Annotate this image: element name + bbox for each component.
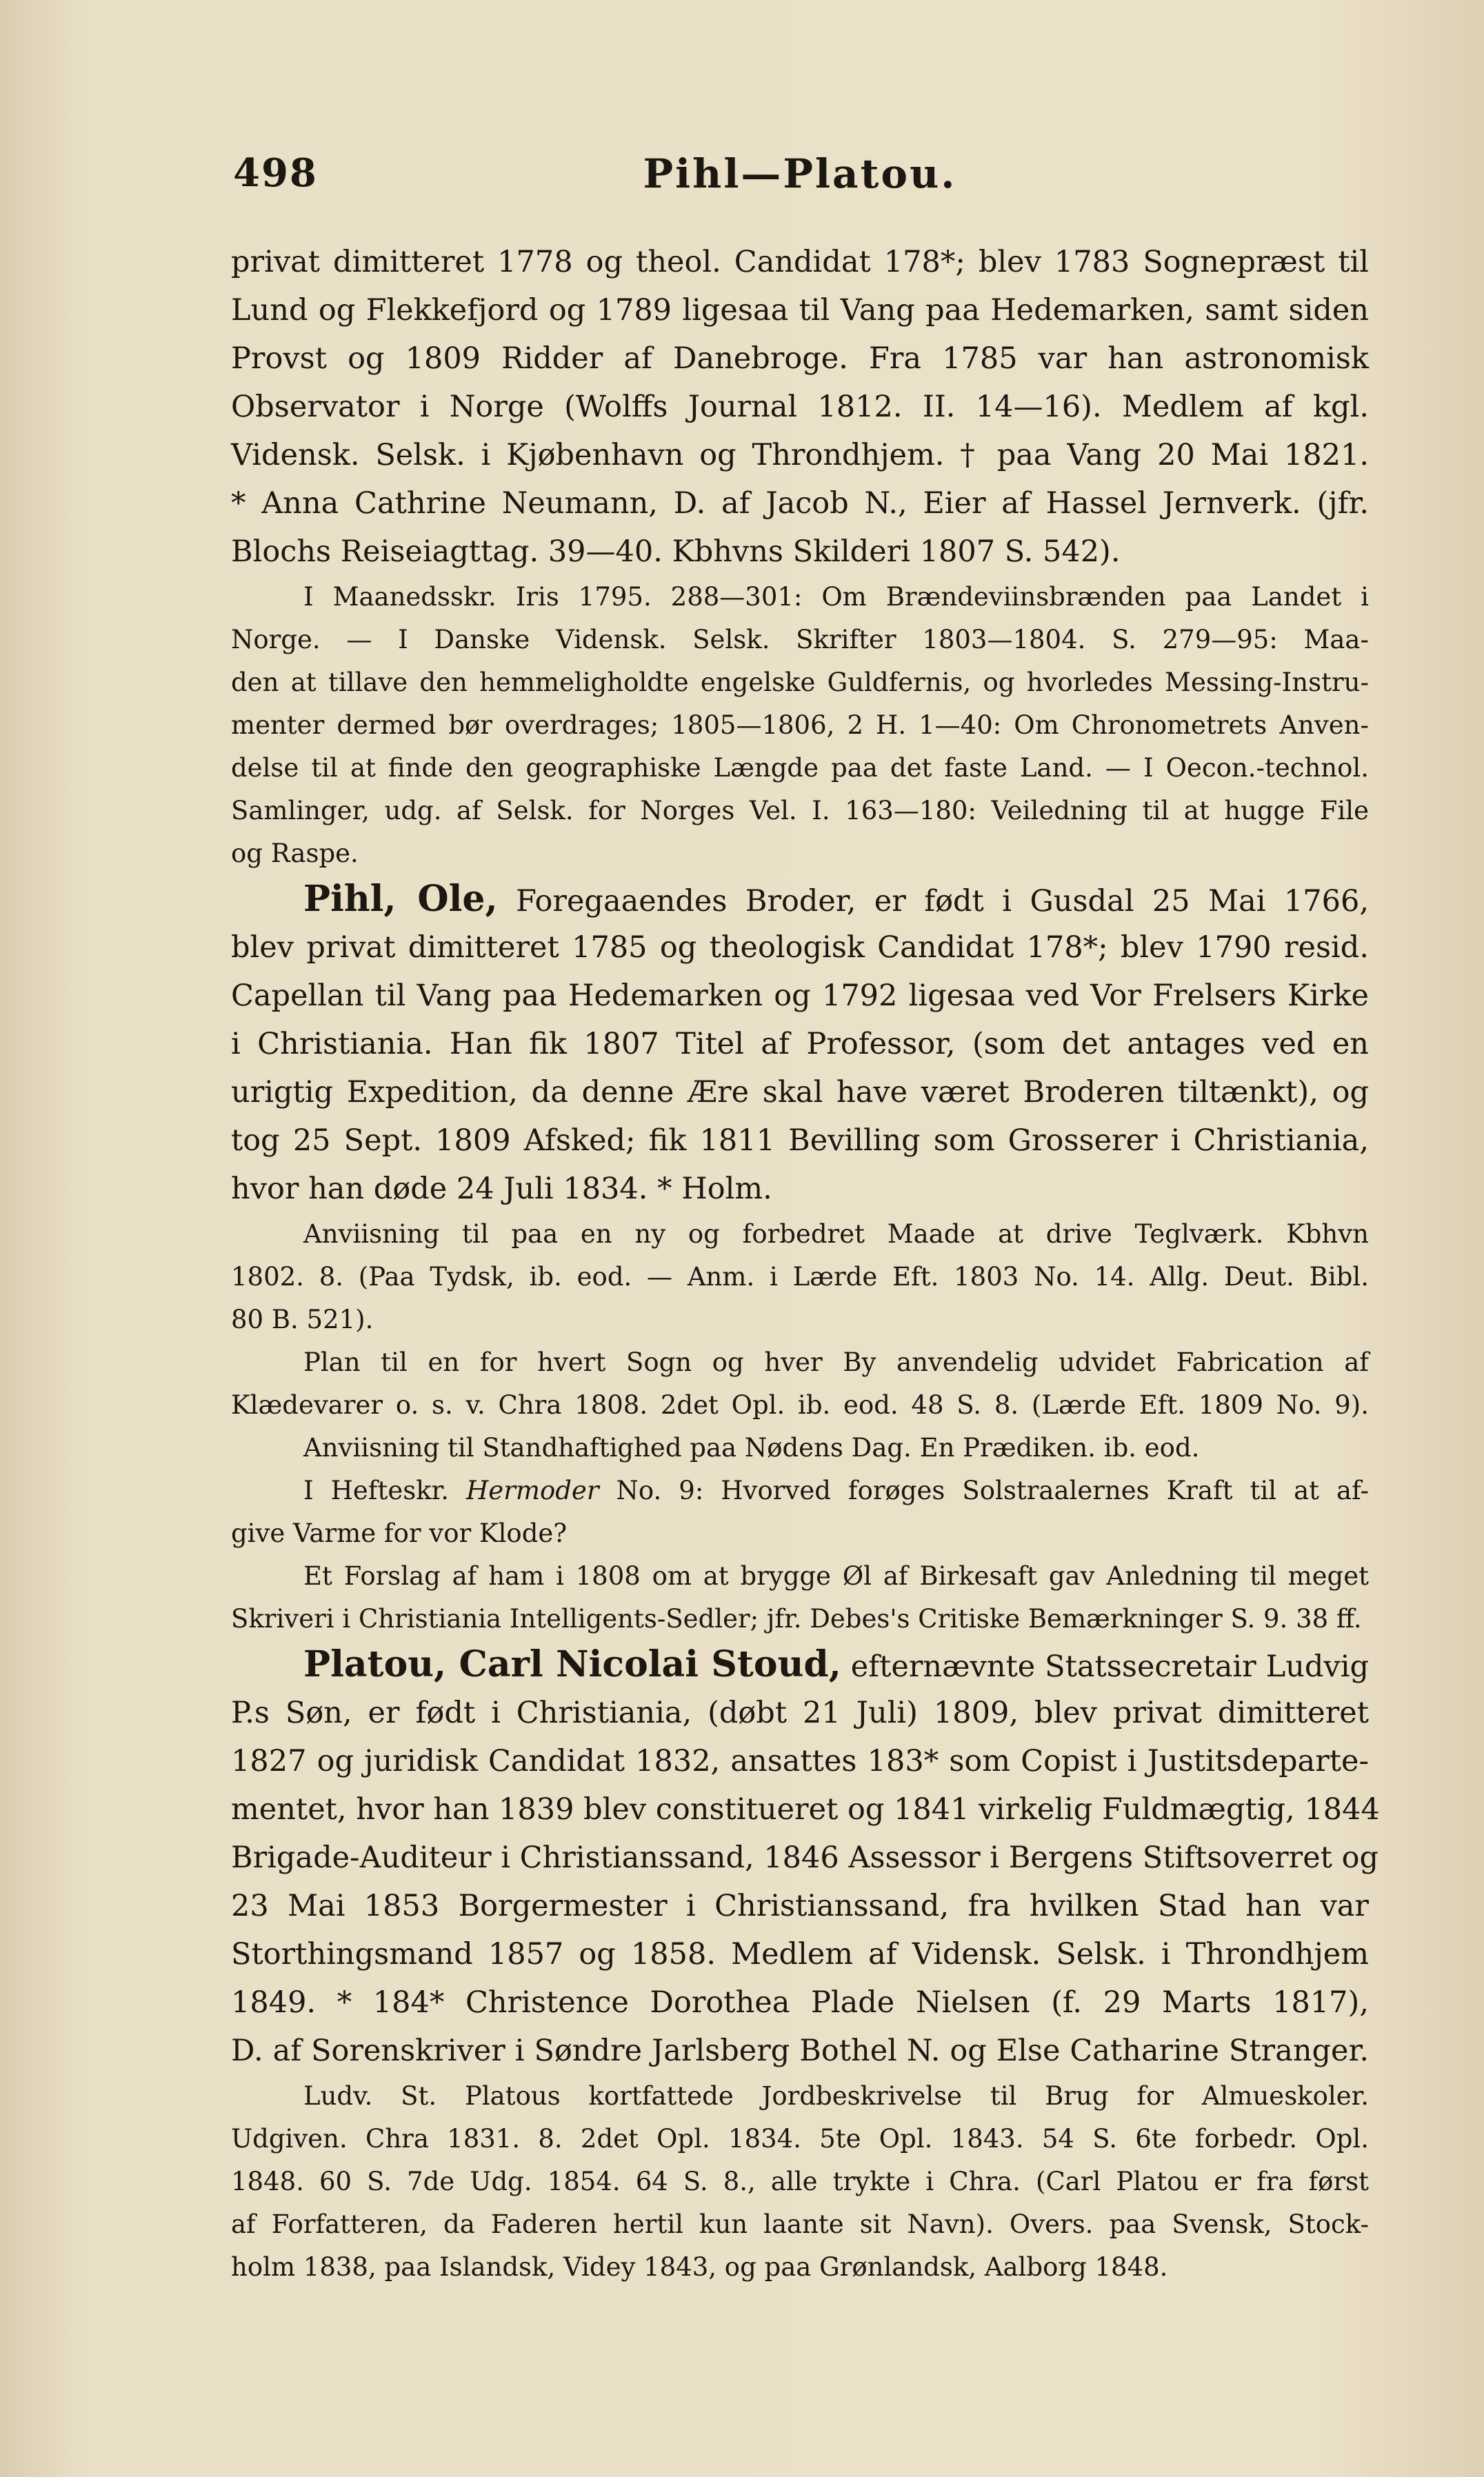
bib-line: 1802. 8. (Paa Tydsk, ib. eod. — Anm. i Lærde Eft. 1803 No. 14. Allg. Deut. Bibl. bbox=[231, 1262, 1369, 1292]
body-line: Vidensk. Selsk. i Kjøbenhavn og Throndhjem. † paa Vang 20 Mai 1821. bbox=[231, 438, 1369, 472]
note-line: Skriveri i Christiania Intelligents-Sedler; jfr. Debes's Critiske Bemærkninger S. 9. 38 ff. bbox=[231, 1604, 1362, 1634]
bib-line: delse til at finde den geographiske Længde paa det faste Land. — I Oecon.-technol. bbox=[231, 753, 1369, 783]
entry-name: Pihl, Ole, bbox=[303, 878, 498, 920]
body-line: 1827 og juridisk Candidat 1832, ansattes 183* som Copist i Justitsdeparte- bbox=[231, 1744, 1369, 1778]
body-line: Lund og Flekkefjord og 1789 ligesaa til Vang paa Hedemarken, samt siden bbox=[231, 293, 1369, 328]
body-line: 1849. * 184* Christence Dorothea Plade Nielsen (f. 29 Marts 1817), bbox=[231, 1985, 1369, 2020]
entry-name: Platou, Carl Nicolai Stoud, bbox=[303, 1643, 841, 1685]
entry-first-line-text: Foregaaendes Broder, er født i Gusdal 25 Mai 1766, bbox=[516, 884, 1369, 919]
bib-line: Udgiven. Chra 1831. 8. 2det Opl. 1834. 5te Opl. 1843. 54 S. 6te forbedr. Opl. bbox=[231, 2124, 1369, 2154]
entry-pihl-ole bbox=[231, 875, 1369, 1213]
bib-line: Ludv. St. Platous kortfattede Jordbeskrivelse til Brug for Almueskoler. bbox=[303, 2081, 1369, 2111]
body-line: mentet, hvor han 1839 blev constitueret og 1841 virkelig Fuldmægtig, 1844 bbox=[231, 1792, 1380, 1827]
note-line: Et Forslag af ham i 1808 om at brygge Øl af Birkesaft gav Anledning til meget bbox=[303, 1561, 1369, 1591]
bib-line: af Forfatteren, da Faderen hertil kun laante sit Navn). Overs. paa Svensk, Stock- bbox=[231, 2209, 1369, 2239]
body-line: Storthingsmand 1857 og 1858. Medlem af Vidensk. Selsk. i Throndhjem bbox=[231, 1937, 1369, 1972]
running-head: Pihl—Platou. bbox=[643, 150, 957, 197]
body-line: P.s Søn, er født i Christiania, (døbt 21 Juli) 1809, blev privat dimitteret bbox=[231, 1696, 1369, 1730]
bib-line: 1848. 60 S. 7de Udg. 1854. 64 S. 8., alle trykte i Chra. (Carl Platou er fra først bbox=[231, 2167, 1369, 2196]
page-number: 498 bbox=[233, 150, 318, 196]
body-line: urigtig Expedition, da denne Ære skal have været Broderen tiltænkt), og bbox=[231, 1075, 1369, 1110]
body-line: * Anna Cathrine Neumann, D. af Jacob N., Eier af Hassel Jernverk. (jfr. bbox=[231, 486, 1369, 521]
hefte-prefix: I Hefteskr. bbox=[303, 1476, 450, 1505]
entry-first-line bbox=[231, 1641, 1369, 1689]
body-line: hvor han døde 24 Juli 1834. * Holm. bbox=[231, 1172, 772, 1206]
bib-line: I Maanedsskr. Iris 1795. 288—301: Om Brændeviinsbrænden paa Landet i bbox=[303, 582, 1369, 612]
bib-line: menter dermed bør overdrages; 1805—1806, 2 H. 1—40: Om Chronometrets Anven- bbox=[231, 710, 1369, 740]
bib-line: give Varme for vor Klode? bbox=[231, 1518, 568, 1548]
bib-line: Plan til en for hvert Sogn og hver By anvendelig udvidet Fabrication af bbox=[303, 1347, 1369, 1377]
bib-line: holm 1838, paa Islandsk, Videy 1843, og paa Grønlandsk, Aalborg 1848. bbox=[231, 2252, 1168, 2282]
body-line: blev privat dimitteret 1785 og theologisk Candidat 178*; blev 1790 resid. bbox=[231, 930, 1369, 965]
bib-line: Samlinger, udg. af Selsk. for Norges Vel. I. 163—180: Veiledning til at hugge File bbox=[231, 796, 1369, 825]
page-body bbox=[231, 238, 1380, 2289]
body-line: tog 25 Sept. 1809 Afsked; fik 1811 Bevilling som Grosserer i Christiania, bbox=[231, 1123, 1369, 1158]
bib-line: Klædevarer o. s. v. Chra 1808. 2det Opl. ib. eod. 48 S. 8. (Lærde Eft. 1809 No. 9). bbox=[231, 1390, 1369, 1420]
hefte-title: Hermoder bbox=[466, 1476, 599, 1505]
bibliography bbox=[231, 1213, 1369, 1641]
bib-line: 80 B. 521). bbox=[231, 1305, 374, 1334]
bib-line: Anviisning til Standhaftighed paa Nødens Dag. En Prædiken. ib. eod. bbox=[303, 1433, 1200, 1463]
bib-line: Norge. — I Danske Vidensk. Selsk. Skrifter 1803—1804. S. 279—95: Maa- bbox=[231, 625, 1369, 654]
body-line: D. af Sorenskriver i Søndre Jarlsberg Bothel N. og Else Catharine Stranger. bbox=[231, 2034, 1369, 2068]
body-line: Capellan til Vang paa Hedemarken og 1792 ligesaa ved Vor Frelsers Kirke bbox=[231, 979, 1369, 1013]
body-line: i Christiania. Han fik 1807 Titel af Professor, (som det antages ved en bbox=[231, 1027, 1369, 1061]
entry-first-line bbox=[231, 875, 1369, 923]
bib-line: den at tillave den hemmeligholdte engelske Guldfernis, og hvorledes Messing-Instru- bbox=[231, 668, 1369, 697]
hefte-rest: No. 9: Hvorved forøges Solstraalernes Kraft til at af- bbox=[616, 1476, 1369, 1505]
page-header bbox=[228, 150, 1372, 199]
bib-line: Anviisning til paa en ny og forbedret Maade at drive Teglværk. Kbhvn bbox=[303, 1219, 1369, 1249]
body-line: Blochs Reiseiagttag. 39—40. Kbhvns Skilderi 1807 S. 542). bbox=[231, 534, 1121, 569]
body-line: Provst og 1809 Ridder af Danebroge. Fra 1785 var han astronomisk bbox=[231, 341, 1369, 376]
entry-first-line-text: efternævnte Statssecretair Ludvig bbox=[850, 1649, 1369, 1684]
entry-continuation bbox=[231, 238, 1369, 576]
bibliography bbox=[231, 576, 1369, 875]
bibliography bbox=[231, 2075, 1369, 2289]
entry-platou-carl bbox=[231, 1641, 1380, 2075]
body-line: privat dimitteret 1778 og theol. Candidat 178*; blev 1783 Sognepræst til bbox=[231, 245, 1369, 279]
bib-line bbox=[231, 1470, 1369, 1512]
body-line: Observator i Norge (Wolffs Journal 1812. II. 14—16). Medlem af kgl. bbox=[231, 390, 1369, 424]
body-line: Brigade-Auditeur i Christianssand, 1846 Assessor i Bergens Stiftsoverret og bbox=[231, 1841, 1379, 1875]
body-line: 23 Mai 1853 Borgermester i Christianssand, fra hvilken Stad han var bbox=[231, 1889, 1369, 1923]
bib-line: og Raspe. bbox=[231, 839, 359, 868]
